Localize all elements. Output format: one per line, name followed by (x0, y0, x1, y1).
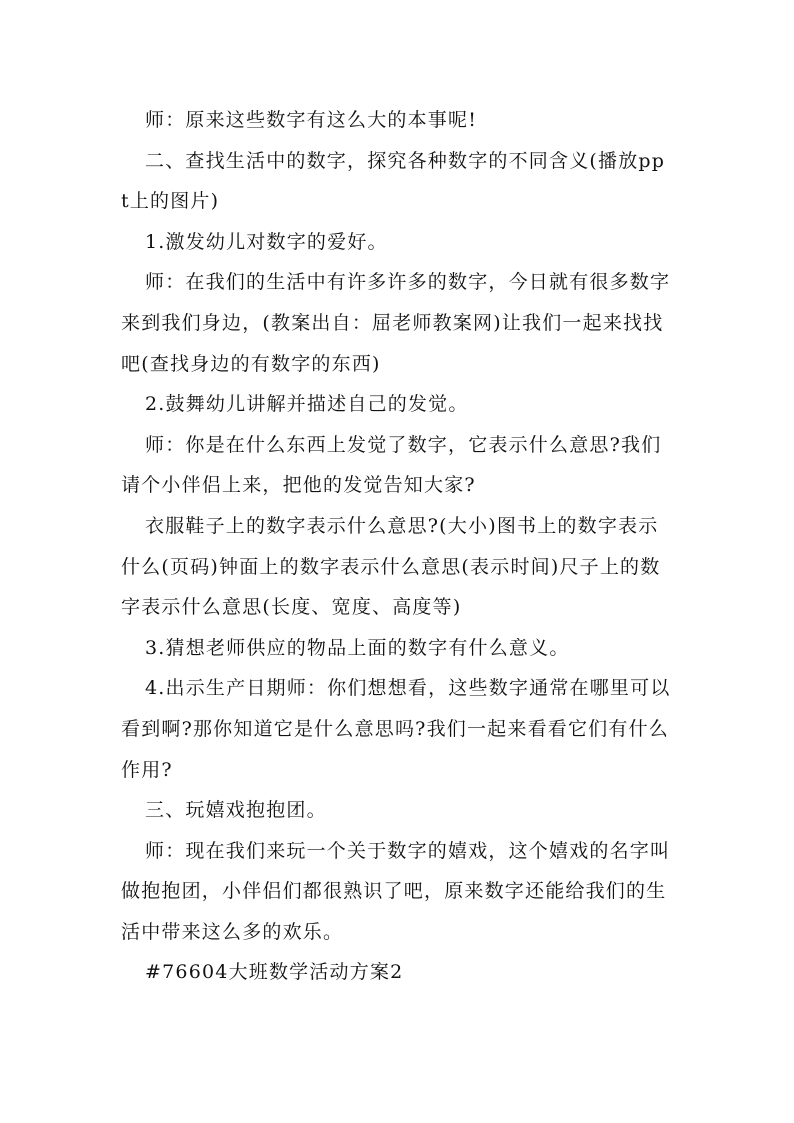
paragraph-step-1: 1.激发幼儿对数字的爱好。 (145, 230, 388, 253)
paragraph-teacher-question: 师：你是在什么东西上发觉了数字，它表示什么意思?我们请个小伴侣上来，把他的发觉告知大家? (121, 433, 662, 497)
paragraph-step-3: 3.猜想老师供应的物品上面的数字有什么意义。 (145, 636, 570, 659)
document-body (121, 100, 673, 993)
paragraph-teacher-find-numbers: 师：在我们的生活中有许多许多的数字，今日就有很多数字来到我们身边，(教案出自：屈老师教案网)让我们一起来找找吧(查找身边的有数字的东西) (121, 271, 671, 375)
paragraph-number-meanings: 衣服鞋子上的数字表示什么意思?(大小)图书上的数字表示什么(页码)钟面上的数字表示什么意思(表示时间)尺子上的数字表示什么意思(长度、宽度、高度等) (121, 514, 661, 619)
paragraph-teacher-game: 师：现在我们来玩一个关于数字的嬉戏，这个嬉戏的名字叫做抱抱团，小伴侣们都很熟识了吧，原来数字还能给我们的生活中带来这么多的欢乐。 (121, 839, 671, 943)
paragraph-teacher-remark: 师：原来这些数字有这么大的本事呢! (145, 109, 478, 131)
paragraph-plan-title: #76604大班数学活动方案2 (145, 961, 404, 984)
paragraph-step-4: 4.出示生产日期师：你们想想看，这些数字通常在哪里可以看到啊?那你知道它是什么意思吗?我们一起来看看它们有什么作用? (121, 677, 671, 781)
paragraph-step-2: 2.鼓舞幼儿讲解并描述自己的发觉。 (145, 393, 469, 416)
paragraph-section-two-heading: 二、查找生活中的数字，探究各种数字的不同含义(播放ppt上的图片) (121, 149, 666, 213)
paragraph-section-three-heading: 三、玩嬉戏抱抱团。 (145, 799, 327, 822)
